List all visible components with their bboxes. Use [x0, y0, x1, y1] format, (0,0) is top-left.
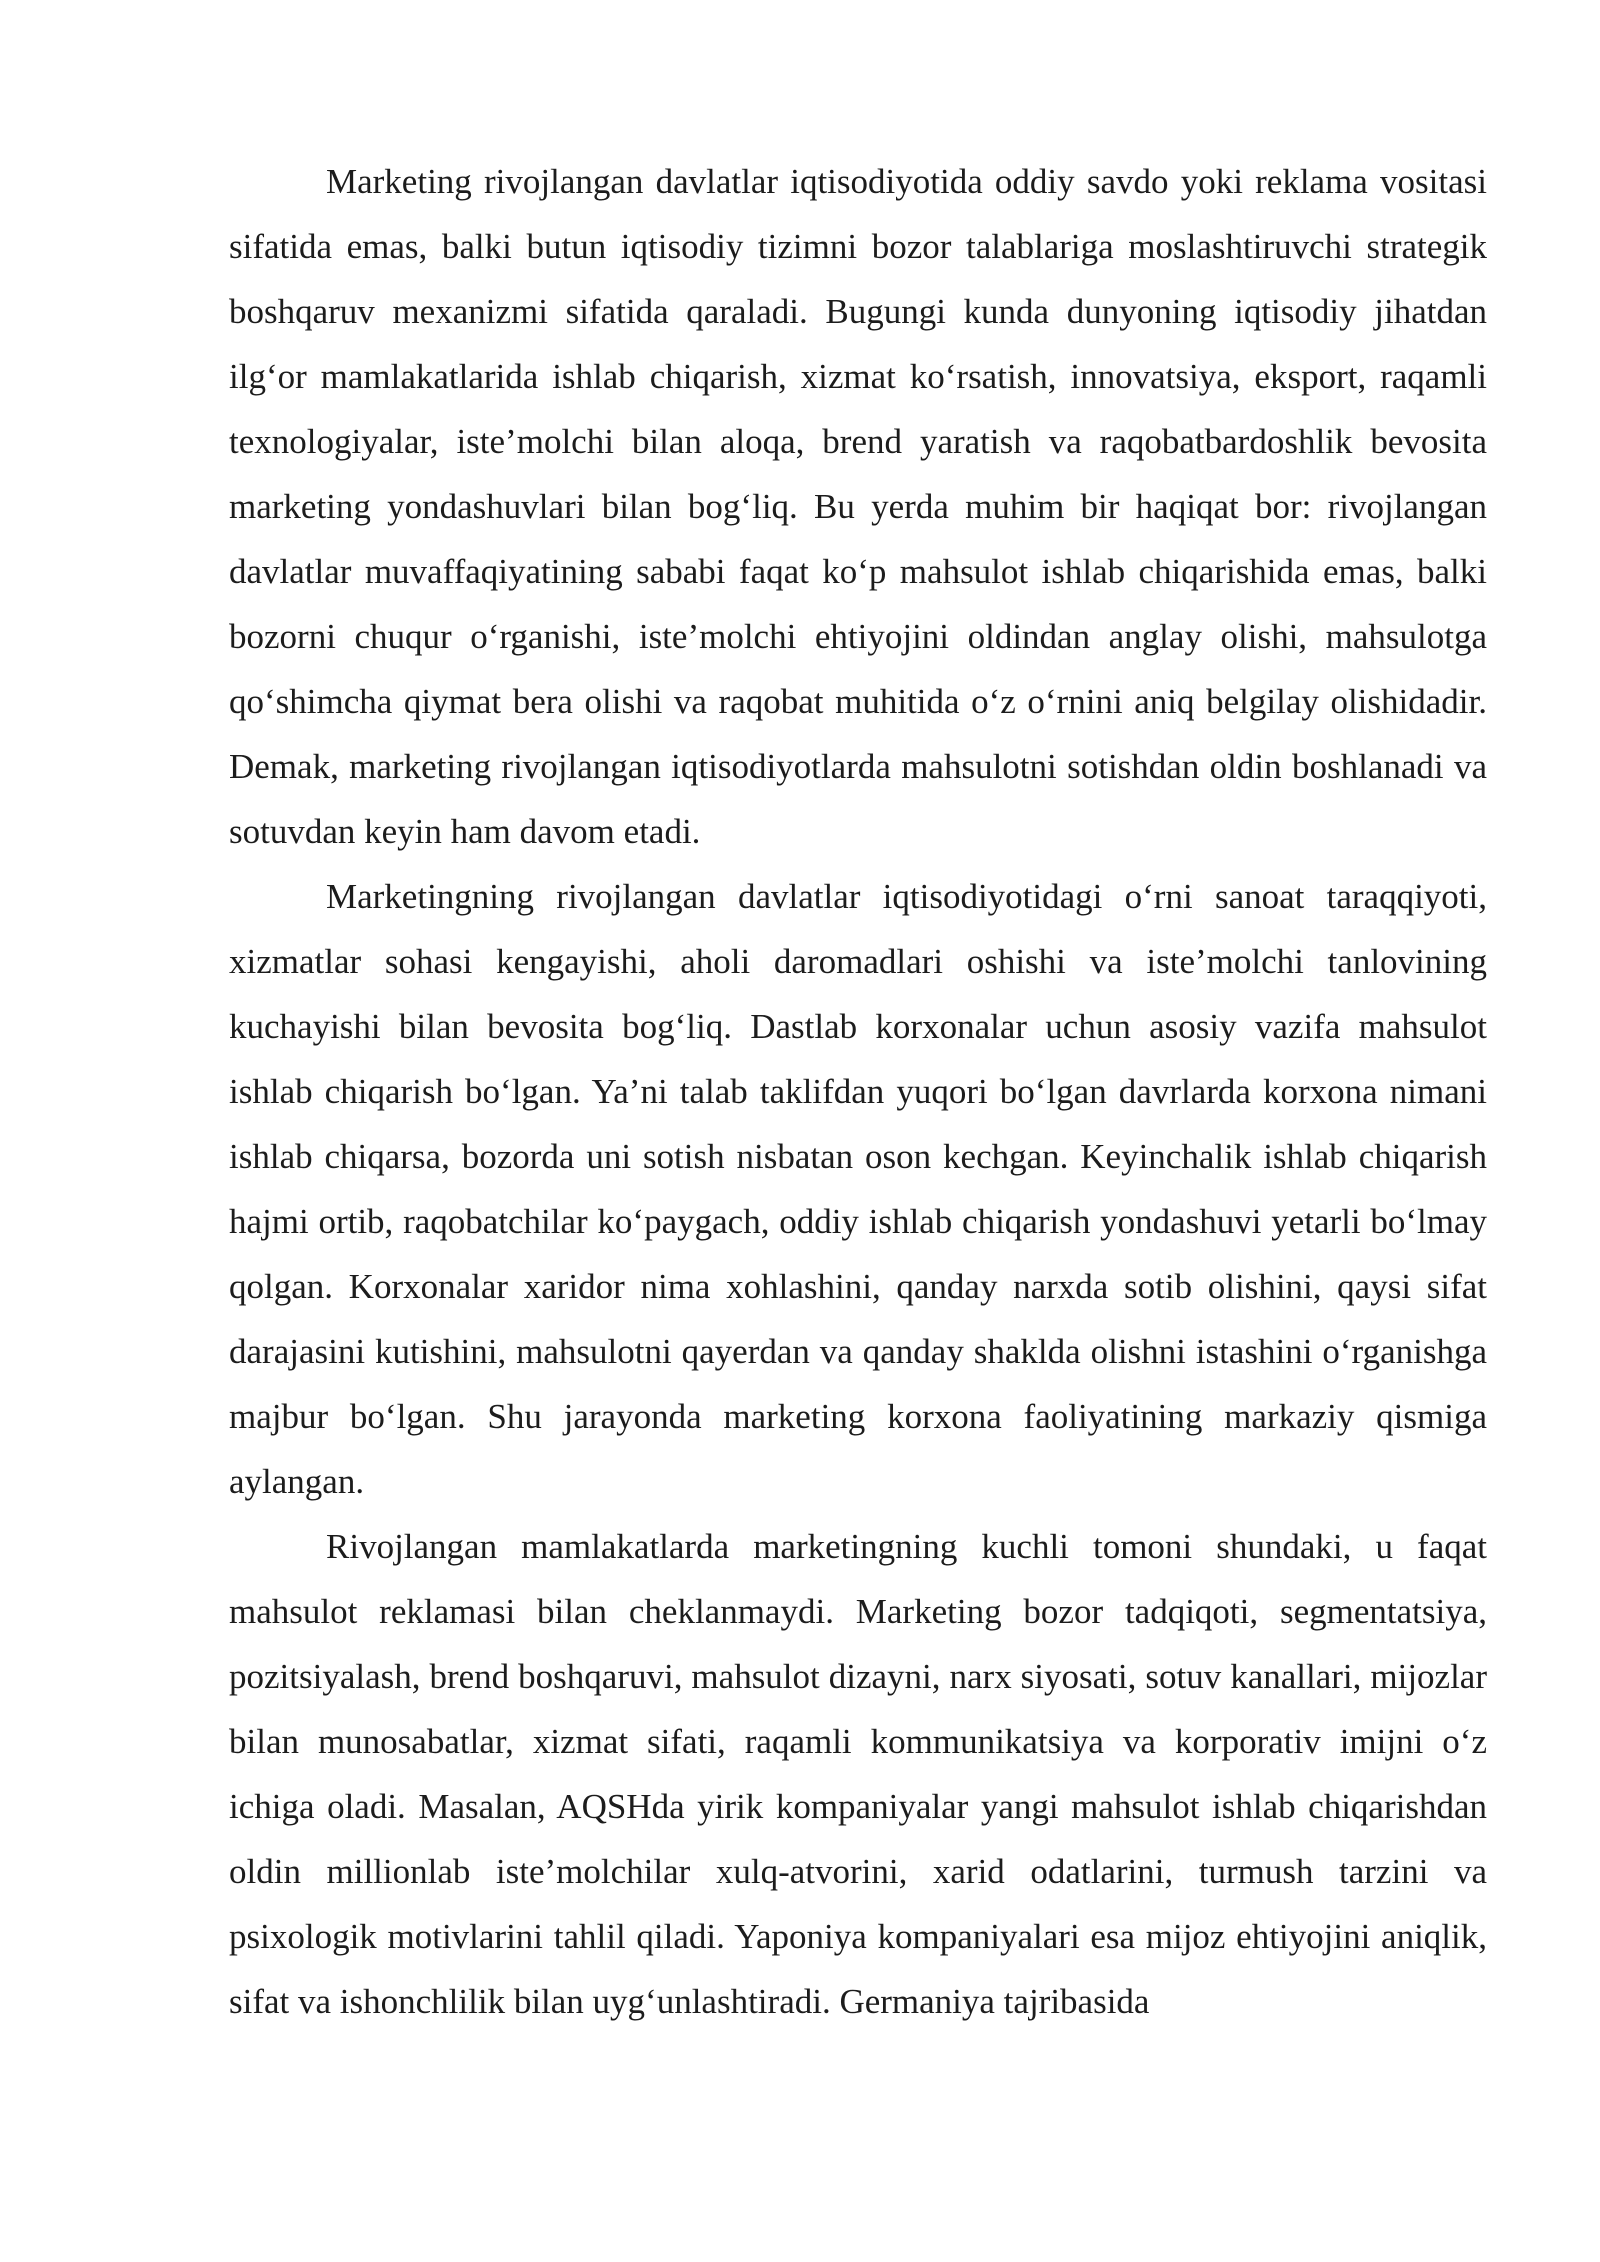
paragraph-3: Rivojlangan mamlakatlarda marketingning kuchli tomoni shundaki, u faqat mahsulot reklamasi bilan cheklanmaydi. Marketing bozor tadqiqoti, segmentatsiya, pozitsiyalash, brend boshqaruvi, mahsulot dizayni, narx siyosati, sotuv kanallari, mijozlar bilan munosabatlar, xizmat sifati, raqamli kommunikatsiya va korporativ imijni o‘z ichiga oladi. Masalan, AQSHda yirik kompaniyalar yangi mahsulot ishlab chiqarishdan oldin millionlab iste’molchilar xulq-atvorini, xarid odatlarini, turmush tarzini va psixologik motivlarini tahlil qiladi. Yaponiya kompaniyalari esa mijoz ehtiyojini aniqlik, sifat va ishonchlilik bilan uyg‘unlashtiradi. Germaniya tajribasida: [229, 1527, 1487, 2021]
paragraph-2: Marketingning rivojlangan davlatlar iqtisodiyotidagi o‘rni sanoat taraqqiyoti, xizmatlar sohasi kengayishi, aholi daromadlari oshishi va iste’molchi tanlovining kuchayishi bilan bevosita bog‘liq. Dastlab korxonalar uchun asosiy vazifa mahsulot ishlab chiqarish bo‘lgan. Ya’ni talab taklifdan yuqori bo‘lgan davrlarda korxona nimani ishlab chiqarsa, bozorda uni sotish nisbatan oson kechgan. Keyinchalik ishlab chiqarish hajmi ortib, raqobatchilar ko‘paygach, oddiy ishlab chiqarish yondashuvi yetarli bo‘lmay qolgan. Korxonalar xaridor nima xohlashini, qanday narxda sotib olishini, qaysi sifat darajasini kutishini, mahsulotni qayerdan va qanday shaklda olishni istashini o‘rganishga majbur bo‘lgan. Shu jarayonda marketing korxona faoliyatining markaziy qismiga aylangan.: [229, 877, 1487, 1501]
document-body: [229, 149, 1487, 2034]
paragraph-1: Marketing rivojlangan davlatlar iqtisodiyotida oddiy savdo yoki reklama vositasi sifatida emas, balki butun iqtisodiy tizimni bozor talablariga moslashtiruvchi strategik boshqaruv mexanizmi sifatida qaraladi. Bugungi kunda dunyoning iqtisodiy jihatdan ilg‘or mamlakatlarida ishlab chiqarish, xizmat ko‘rsatish, innovatsiya, eksport, raqamli texnologiyalar, iste’molchi bilan aloqa, brend yaratish va raqobatbardoshlik bevosita marketing yondashuvlari bilan bog‘liq. Bu yerda muhim bir haqiqat bor: rivojlangan davlatlar muvaffaqiyatining sababi faqat ko‘p mahsulot ishlab chiqarishida emas, balki bozorni chuqur o‘rganishi, iste’molchi ehtiyojini oldindan anglay olishi, mahsulotga qo‘shimcha qiymat bera olishi va raqobat muhitida o‘z o‘rnini aniq belgilay olishidadir. Demak, marketing rivojlangan iqtisodiyotlarda mahsulotni sotishdan oldin boshlanadi va sotuvdan keyin ham davom etadi.: [229, 162, 1487, 851]
